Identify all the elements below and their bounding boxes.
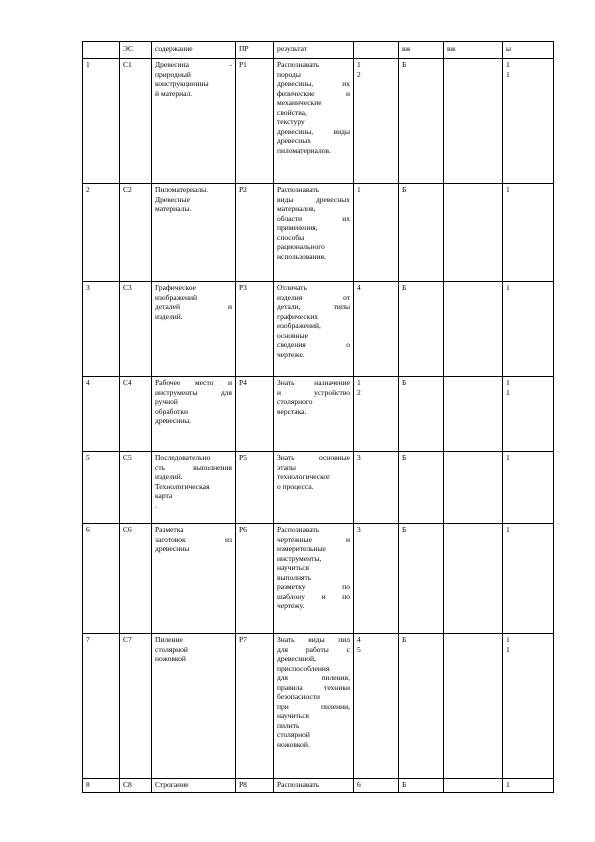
- result-cell-line: Распознавать: [277, 60, 320, 69]
- row-number: 5: [83, 452, 120, 524]
- level-cell: [354, 524, 399, 634]
- row-number: 4: [83, 377, 120, 452]
- result-cell-line: для пиления,: [277, 673, 350, 682]
- header-cell: ПР: [236, 42, 274, 59]
- content-cell-line: Технологическая: [155, 481, 210, 491]
- row-number: 6: [83, 524, 120, 634]
- content-cell-line: материалы.: [155, 204, 192, 213]
- result-cell-line: чертеже.: [277, 349, 305, 359]
- result-cell: [274, 524, 354, 634]
- level-cell: [354, 634, 399, 779]
- level-cell-line: 1: [357, 60, 361, 69]
- content-cell-line: сть выполнения: [155, 462, 232, 472]
- content-cell-line: Графическое: [155, 283, 196, 292]
- result-cell: [274, 184, 354, 282]
- content-cell-line: природный: [155, 69, 191, 79]
- pr-code: Р6: [236, 524, 274, 634]
- result-cell-line: текстуру: [277, 117, 305, 126]
- result-cell-line: графических: [277, 311, 319, 321]
- score-cell: [503, 377, 554, 452]
- row-number: 2: [83, 184, 120, 282]
- es-code: С6: [120, 524, 152, 634]
- level-cell: [354, 452, 399, 524]
- es-code: С8: [120, 779, 152, 793]
- result-cell-line: пиломатериалов.: [277, 145, 331, 155]
- result-cell-line: способы: [277, 232, 305, 242]
- result-cell: [274, 377, 354, 452]
- result-cell-line: физические и: [277, 88, 350, 98]
- header-cell: [354, 42, 399, 59]
- header-cell: вж: [399, 42, 444, 59]
- content-cell-line: Разметка: [155, 525, 184, 534]
- result-cell-line: свойства,: [277, 107, 307, 117]
- pr-code: Р5: [236, 452, 274, 524]
- result-cell-line: изделия от: [277, 292, 350, 302]
- result-cell-line: и устройство: [277, 387, 350, 397]
- result-cell-line: древесины, виды: [277, 126, 350, 136]
- score-cell-line: 1: [506, 185, 510, 194]
- level-cell-line: 6: [357, 780, 361, 789]
- content-cell-line: Последовательно: [155, 453, 211, 462]
- table-row: [83, 779, 554, 793]
- result-cell-line: выполнять: [277, 572, 312, 582]
- result-cell-line: древесиной,: [277, 654, 316, 663]
- content-cell-line: изделий.: [155, 472, 183, 481]
- score-cell-line: 1: [506, 644, 510, 654]
- result-cell-line: разметку по: [277, 582, 350, 591]
- result-cell: [274, 634, 354, 779]
- result-cell-line: инструменты,: [277, 553, 322, 563]
- result-cell-line: этапы: [277, 462, 296, 472]
- content-cell-line: конструкционны: [155, 79, 209, 88]
- result-cell-line: научиться: [277, 711, 309, 720]
- empty-cell: [444, 59, 503, 184]
- result-cell: [274, 59, 354, 184]
- result-cell-line: использования.: [277, 251, 326, 261]
- level-cell-line: 2: [357, 387, 361, 397]
- grade-cell: Б: [399, 452, 444, 524]
- content-cell-line: Строгание: [155, 780, 189, 789]
- content-cell: [152, 59, 236, 184]
- score-cell: [503, 59, 554, 184]
- content-cell-line: изделий.: [155, 311, 183, 321]
- header-cell: ЭС: [120, 42, 152, 59]
- score-cell: [503, 452, 554, 524]
- row-number: 8: [83, 779, 120, 793]
- level-cell: [354, 779, 399, 793]
- empty-cell: [444, 184, 503, 282]
- content-cell: [152, 779, 236, 793]
- level-cell-line: 4: [357, 635, 361, 644]
- result-cell: [274, 779, 354, 793]
- table-row: [83, 184, 554, 282]
- result-cell-line: столярной: [277, 730, 310, 739]
- row-number: 7: [83, 634, 120, 779]
- result-cell-line: научиться: [277, 563, 309, 572]
- es-code: С7: [120, 634, 152, 779]
- table-row: [83, 377, 554, 452]
- content-cell-line: Пиломатериалы.: [155, 185, 209, 194]
- content-cell: [152, 377, 236, 452]
- empty-cell: [444, 282, 503, 377]
- score-cell-line: 1: [506, 525, 510, 534]
- header-cell: содержание: [152, 42, 236, 59]
- empty-cell: [444, 634, 503, 779]
- content-cell-line: карта: [155, 491, 173, 500]
- score-cell: [503, 282, 554, 377]
- result-cell-line: пилить: [277, 720, 300, 730]
- es-code: С2: [120, 184, 152, 282]
- result-cell-line: Распознавать: [277, 185, 320, 194]
- table-row: [83, 634, 554, 779]
- result-cell-line: древесины, их: [277, 79, 350, 88]
- header-cell: [83, 42, 120, 59]
- pr-code: Р8: [236, 779, 274, 793]
- pr-code: Р4: [236, 377, 274, 452]
- result-cell-line: детали, типы: [277, 302, 350, 311]
- row-number: 1: [83, 59, 120, 184]
- score-cell: [503, 634, 554, 779]
- result-cell-line: ножовкой.: [277, 739, 310, 749]
- header-cell: вж: [444, 42, 503, 59]
- es-code: С3: [120, 282, 152, 377]
- result-cell-line: Распознавать: [277, 525, 320, 534]
- result-cell-line: для работы с: [277, 644, 350, 654]
- es-code: С1: [120, 59, 152, 184]
- score-cell-line: 1: [506, 453, 510, 462]
- table-header-row: [83, 42, 554, 59]
- result-cell-line: породы: [277, 69, 301, 79]
- pr-code: Р3: [236, 282, 274, 377]
- result-cell-line: механические: [277, 98, 322, 107]
- grade-cell: Б: [399, 184, 444, 282]
- result-cell-line: технологическог: [277, 472, 331, 481]
- score-cell-line: 1: [506, 283, 510, 292]
- table-row: [83, 59, 554, 184]
- score-cell-line: 1: [506, 635, 510, 644]
- level-cell: [354, 282, 399, 377]
- result-cell-line: изображений,: [277, 321, 321, 330]
- result-cell-line: столярного: [277, 397, 313, 406]
- level-cell-line: 4: [357, 283, 361, 292]
- table-body: [83, 59, 554, 793]
- content-cell: [152, 184, 236, 282]
- grade-cell: Б: [399, 59, 444, 184]
- content-cell-line: .: [155, 500, 157, 510]
- result-cell: [274, 452, 354, 524]
- content-cell-line: ножовкой: [155, 654, 186, 663]
- result-cell-line: измерительные: [277, 544, 326, 553]
- empty-cell: [444, 377, 503, 452]
- header-cell: результат: [274, 42, 354, 59]
- pr-code: Р1: [236, 59, 274, 184]
- empty-cell: [444, 524, 503, 634]
- content-table: [82, 41, 554, 793]
- es-code: С4: [120, 377, 152, 452]
- content-cell: [152, 524, 236, 634]
- result-cell: [274, 282, 354, 377]
- content-cell-line: деталей и: [155, 302, 232, 311]
- result-cell-line: Знать основные: [277, 453, 350, 462]
- result-cell-line: Знать назначение: [277, 378, 350, 387]
- level-cell-line: 3: [357, 525, 361, 534]
- content-cell-line: Древесина -: [155, 60, 232, 69]
- table-row: [83, 452, 554, 524]
- empty-cell: [444, 779, 503, 793]
- content-cell-line: Пиление: [155, 635, 183, 644]
- content-cell-line: заготовок из: [155, 534, 232, 544]
- row-number: 3: [83, 282, 120, 377]
- result-cell-line: шаблону и по: [277, 591, 350, 601]
- content-cell-line: изображений: [155, 292, 198, 302]
- content-cell-line: древесины.: [155, 416, 192, 425]
- result-cell-line: правила техники: [277, 682, 350, 692]
- score-cell-line: 1: [506, 378, 510, 387]
- table-row: [83, 524, 554, 634]
- grade-cell: Б: [399, 634, 444, 779]
- result-cell-line: материалов,: [277, 204, 316, 213]
- result-cell-line: сведения о: [277, 340, 350, 349]
- pr-code: Р7: [236, 634, 274, 779]
- grade-cell: Б: [399, 377, 444, 452]
- header-cell: ы: [503, 42, 554, 59]
- score-cell: [503, 524, 554, 634]
- result-cell-line: древесных: [277, 136, 312, 145]
- result-cell-line: о процесса.: [277, 481, 314, 491]
- result-cell-line: чертежу.: [277, 601, 305, 610]
- content-cell-line: столярной: [155, 644, 188, 654]
- result-cell-line: рационального: [277, 242, 325, 251]
- score-cell: [503, 779, 554, 793]
- content-cell-line: Рабочее место и: [155, 378, 232, 387]
- level-cell-line: 1: [357, 185, 361, 194]
- content-cell: [152, 634, 236, 779]
- pr-code: Р2: [236, 184, 274, 282]
- result-cell-line: Знать виды пил: [277, 635, 350, 644]
- level-cell-line: 2: [357, 69, 361, 79]
- result-cell-line: виды древесных: [277, 194, 350, 204]
- result-cell-line: безопасности: [277, 692, 321, 701]
- level-cell-line: 5: [357, 644, 361, 654]
- result-cell-line: приспособления: [277, 663, 330, 673]
- content-cell-line: Древесные: [155, 194, 190, 204]
- content-cell-line: древесины: [155, 544, 190, 553]
- level-cell: [354, 59, 399, 184]
- result-cell-line: чертежные и: [277, 534, 350, 544]
- content-cell-line: ручной: [155, 397, 178, 406]
- score-cell-line: 1: [506, 387, 510, 397]
- content-cell-line: инструменты для: [155, 387, 232, 397]
- level-cell-line: 3: [357, 453, 361, 462]
- score-cell-line: 1: [506, 780, 510, 789]
- level-cell: [354, 377, 399, 452]
- result-cell-line: основные: [277, 330, 308, 340]
- content-cell-line: й материал.: [155, 88, 193, 98]
- grade-cell: Б: [399, 779, 444, 793]
- grade-cell: Б: [399, 282, 444, 377]
- grade-cell: Б: [399, 524, 444, 634]
- content-cell: [152, 452, 236, 524]
- result-cell-line: верстака.: [277, 406, 307, 416]
- score-cell-line: 1: [506, 69, 510, 79]
- result-cell-line: при пилении,: [277, 701, 350, 711]
- result-cell-line: Отличать: [277, 283, 307, 292]
- score-cell-line: 1: [506, 60, 510, 69]
- empty-cell: [444, 452, 503, 524]
- es-code: С5: [120, 452, 152, 524]
- level-cell: [354, 184, 399, 282]
- content-cell: [152, 282, 236, 377]
- level-cell-line: 1: [357, 378, 361, 387]
- content-cell-line: обработки: [155, 406, 189, 416]
- table-row: [83, 282, 554, 377]
- result-cell-line: Распознавать: [277, 780, 320, 789]
- score-cell: [503, 184, 554, 282]
- result-cell-line: применения,: [277, 223, 318, 232]
- result-cell-line: области их: [277, 213, 350, 223]
